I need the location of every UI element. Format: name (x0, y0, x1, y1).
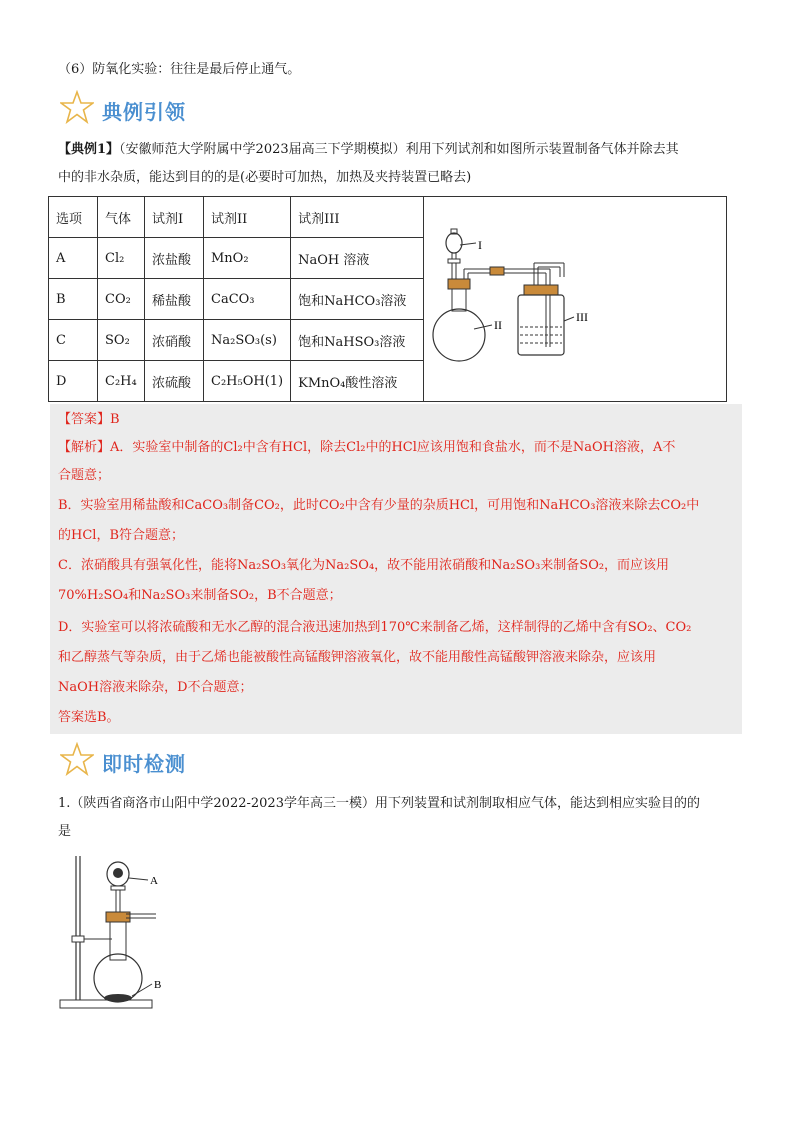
analysis-line: 合题意； (58, 468, 111, 483)
table-header-cell: 试剂I (145, 197, 204, 238)
top-item-text: （6）防氧化实验：往往是最后停止通气。 (58, 62, 301, 77)
table-cell: NaOH 溶液 (291, 238, 424, 279)
table-cell: 浓盐酸 (145, 238, 204, 279)
table-cell: CO₂ (98, 279, 145, 320)
table-cell: D (49, 361, 98, 402)
table-cell: B (49, 279, 98, 320)
section-title-quick-check: 即时检测 (102, 752, 186, 776)
table-cell: C₂H₅OH(1) (204, 361, 291, 402)
question1-line1: 1.（陕西省商洛市山阳中学2022-2023学年高三一模）用下列装置和试剂制取相应气体，能达到相应实验目的的 (58, 796, 700, 811)
analysis-line: D．实验室可以将浓硫酸和无水乙醇的混合液迅速加热到170℃来制备乙烯，这样制得的乙烯中含有SO₂、CO₂ (58, 620, 692, 635)
analysis-line: 和乙醇蒸气等杂质，由于乙烯也能被酸性高锰酸钾溶液氧化，故不能用酸性高锰酸钾溶液来除杂，应该用 (58, 650, 657, 665)
gas-apparatus-diagram (424, 197, 726, 397)
label-B: B (154, 979, 162, 991)
example-intro-line1 (58, 140, 679, 160)
table-cell: KMnO₄酸性溶液 (291, 361, 424, 402)
answer-conclusion: 答案选B。 (58, 710, 120, 725)
table-cell: A (49, 238, 98, 279)
table-cell: 饱和NaHSO₃溶液 (291, 320, 424, 361)
label-III: III (576, 310, 589, 324)
table-header-cell: 选项 (49, 197, 98, 238)
table-header-cell: 试剂II (204, 197, 291, 238)
table-cell: 浓硫酸 (145, 361, 204, 402)
label-II: II (494, 318, 503, 332)
label-I: I (478, 238, 483, 252)
table-cell: 浓硝酸 (145, 320, 204, 361)
table-cell: 饱和NaHCO₃溶液 (291, 279, 424, 320)
apparatus-figure-cell (424, 197, 727, 402)
table-cell: MnO₂ (204, 238, 291, 279)
table-cell: Cl₂ (98, 238, 145, 279)
table-cell: SO₂ (98, 320, 145, 361)
example-label: 【典例1】 (58, 142, 120, 157)
analysis-line: C．浓硝酸具有强氧化性，能将Na₂SO₃氧化为Na₂SO₄，故不能用浓硝酸和Na₂SO₃来制备SO₂，而应该用 (58, 558, 670, 573)
analysis-line: 的HCl，B符合题意； (58, 528, 184, 543)
label-A: A (150, 875, 158, 887)
question1-apparatus-diagram (56, 850, 186, 1020)
analysis-line: NaOH溶液来除杂，D不合题意； (58, 680, 253, 695)
example-intro-text: （安徽师范大学附属中学2023届高三下学期模拟）利用下列试剂和如图所示装置制备气体并除去其 (119, 142, 679, 157)
analysis-line: B．实验室用稀盐酸和CaCO₃制备CO₂，此时CO₂中含有少量的杂质HCl，可用饱和NaHCO₃溶液来除去CO₂中 (58, 498, 700, 513)
example-intro-line2: 中的非水杂质，能达到目的的是(必要时可加热，加热及夹持装置已略去) (58, 170, 472, 185)
table-cell: 稀盐酸 (145, 279, 204, 320)
analysis-line: 【解析】A．实验室中制备的Cl₂中含有HCl，除去Cl₂中的HCl应该用饱和食盐水，而不是NaOH溶液，A不 (58, 440, 676, 455)
table-header-row (49, 197, 727, 238)
table-header-cell: 气体 (98, 197, 145, 238)
question1-line2: 是 (58, 824, 72, 839)
section-title-examples: 典例引领 (102, 100, 186, 124)
answer-label: 【答案】B (58, 412, 120, 427)
star-outline-icon (60, 742, 94, 776)
table-cell: C (49, 320, 98, 361)
analysis-line: 70%H₂SO₄和Na₂SO₃来制备SO₂，B不合题意； (58, 588, 342, 603)
table-cell: CaCO₃ (204, 279, 291, 320)
table-cell: Na₂SO₃(s) (204, 320, 291, 361)
star-outline-icon (60, 90, 94, 124)
options-table (48, 196, 727, 402)
table-cell: C₂H₄ (98, 361, 145, 402)
table-header-cell: 试剂III (291, 197, 424, 238)
